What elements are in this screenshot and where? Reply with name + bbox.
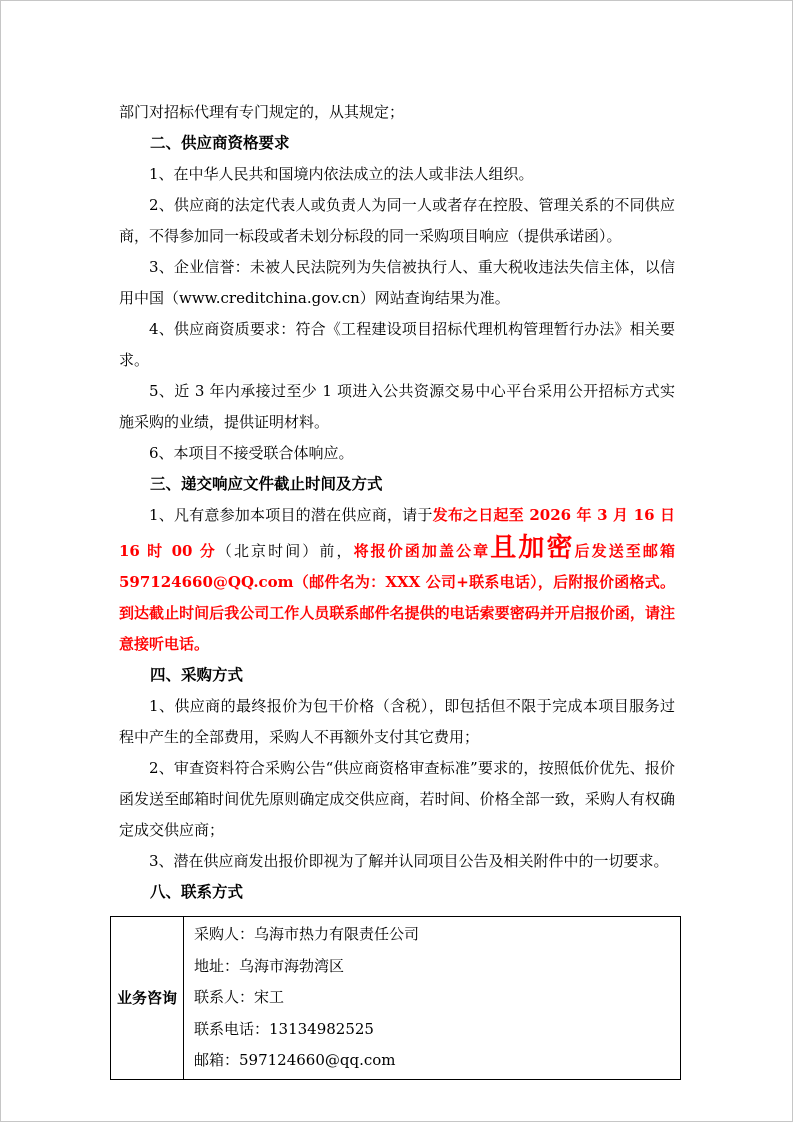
- contact-table-content: [184, 917, 681, 1080]
- highlighted-text: 发布之日起至 2026 年 3 月 16 日 16 时 00 分: [119, 506, 675, 560]
- text-run: 2、供应商的法定代表人或负责人为同一人或者存在控股、管理关系的不同供应商，不得参加同一标段或者未划分标段的同一采购项目响应（提供承诺函）。: [119, 196, 675, 245]
- text-run: 4、供应商资质要求：符合《工程建设项目招标代理机构管理暂行办法》相关要求。: [119, 320, 675, 369]
- paragraph: [119, 438, 675, 469]
- text-run: 1、在中华人民共和国境内依法成立的法人或非法人组织。: [149, 165, 534, 183]
- document-text: [119, 97, 675, 908]
- contact-table: [110, 916, 681, 1080]
- contact-table-label: 业务咨询: [111, 917, 184, 1080]
- paragraph: [119, 97, 675, 128]
- contact-row: 联系电话：13134982525: [194, 1019, 374, 1038]
- text-run: 二、供应商资格要求: [150, 134, 290, 152]
- text-run: 6、本项目不接受联合体响应。: [149, 444, 354, 462]
- text-run: 八、联系方式: [150, 883, 244, 901]
- section-heading: [119, 128, 675, 159]
- text-run: 3、企业信誉：未被人民法院列为失信被执行人、重大税收违法失信主体，以信用中国（www.creditchina.gov.cn）网站查询结果为准。: [119, 258, 675, 307]
- highlighted-text: 且加密: [490, 533, 575, 563]
- text-run: 5、近 3 年内承接过至少 1 项进入公共资源交易中心平台采用公开招标方式实施采购的业绩，提供证明材料。: [119, 382, 675, 431]
- contact-row: 地址：乌海市海勃湾区: [194, 956, 345, 975]
- contact-row: 采购人：乌海市热力有限责任公司: [194, 925, 420, 943]
- section-heading: [119, 877, 675, 908]
- paragraph: [119, 159, 675, 190]
- contact-rows: [194, 919, 670, 1077]
- paragraph: [119, 190, 675, 252]
- text-run: 3、潜在供应商发出报价即视为了解并认同项目公告及相关附件中的一切要求。: [149, 852, 669, 870]
- paragraph: [119, 252, 675, 314]
- text-run: 1、凡有意参加本项目的潜在供应商，请于: [149, 506, 433, 524]
- text-run: （北京时间）前，: [216, 542, 354, 560]
- text-run: 1、供应商的最终报价为包干价格（含税），即包括但不限于完成本项目服务过程中产生的全部费用，采购人不再额外支付其它费用；: [119, 697, 675, 746]
- paragraph: [119, 314, 675, 376]
- section-heading: [119, 469, 675, 500]
- contact-table-row: [111, 917, 681, 1080]
- contact-row: 联系人：宋工: [194, 988, 285, 1006]
- paragraph: [119, 500, 675, 660]
- paragraph: [119, 376, 675, 438]
- text-run: 四、采购方式: [150, 666, 244, 684]
- paragraph: [119, 753, 675, 846]
- highlighted-text: 将报价函加盖公章: [353, 542, 491, 560]
- contact-row: 邮箱：597124660@qq.com: [194, 1051, 396, 1069]
- section-heading: [119, 660, 675, 691]
- paragraph: [119, 846, 675, 877]
- paragraph: [119, 691, 675, 753]
- highlighted-text: 后发送至邮箱 597124660@QQ.com（邮件名为：XXX 公司+联系电话），后附报价函格式。到达截止时间后我公司工作人员联系邮件名提供的电话索要密码并开启报价函，请注意接听电话。: [119, 542, 675, 653]
- text-run: 部门对招标代理有专门规定的，从其规定；: [119, 103, 405, 121]
- text-run: 三、递交响应文件截止时间及方式: [150, 475, 383, 493]
- text-run: 2、审查资料符合采购公告“供应商资格审查标准”要求的，按照低价优先、报价函发送至邮箱时间优先原则确定成交供应商，若时间、价格全部一致，采购人有权确定成交供应商；: [119, 759, 675, 839]
